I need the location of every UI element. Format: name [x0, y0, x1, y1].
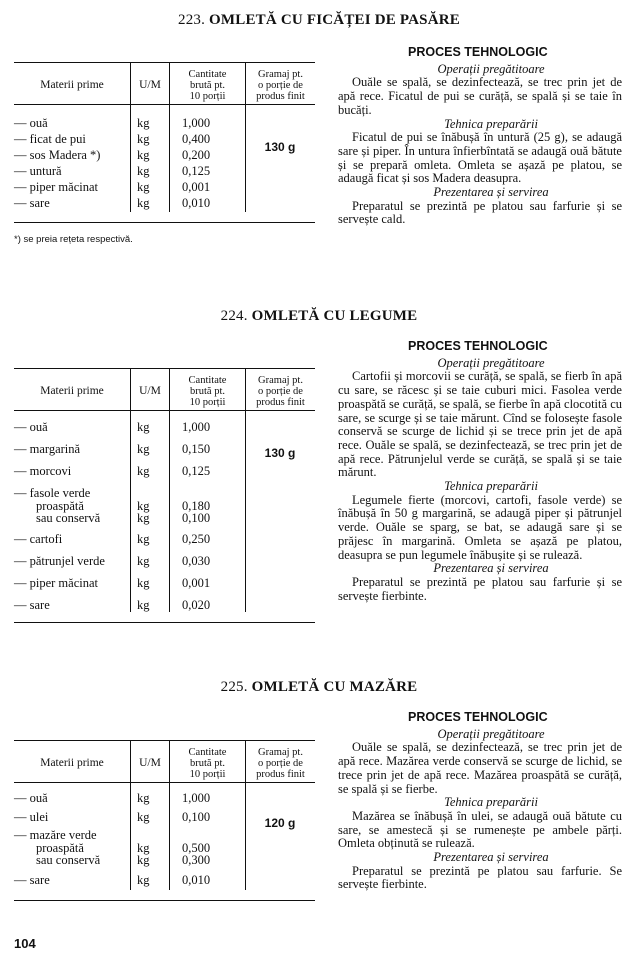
process-section	[338, 46, 622, 227]
process-heading: PROCES TEHNOLOGIC	[408, 710, 548, 724]
prep-operations-text: Cartofii și morcovii se curăță, se spală, se fierb în apă cu sare, se răcesc și se taie cuburi mici. Fasolea verde proaspătă se curăță, se spală, se fierbe în apă clocotită cu sare, se scurge și se taie mărunt. Cînd se folosește fasole conservă se scurge de lichid și se trece prin jet de apă rece. Ouăle se spală, se dezinfectează, se trec prin jet de apă rece. Pătrunjelul verde se curăță, se spală și se taie mărunt.	[338, 369, 622, 480]
prep-operations-heading: Operații pregătitoare	[437, 355, 545, 370]
footnote: *) se preia rețeta respectivă.	[14, 234, 133, 245]
portion-weight: 130 g	[264, 446, 296, 460]
header-um: U/M	[139, 385, 161, 397]
recipe-number: 223.	[178, 12, 206, 28]
process-section	[338, 711, 622, 892]
recipe-name: OMLETĂ CU LEGUME	[251, 308, 418, 324]
technique-text: Mazărea se înăbușă în ulei, se adaugă ouă bătute cu sare, se amestecă și se rumenește pe ambele părți. Omleta obținută se rulează.	[338, 808, 622, 851]
serving-text: Preparatul se prezintă pe platou sau farfurie și se servește fierbinte.	[338, 574, 622, 603]
recipe-title	[0, 308, 638, 325]
serving-text: Preparatul se prezintă pe platou sau farfurie. Se servește fierbinte.	[338, 863, 622, 892]
header-cantitate: Cantitate brută pt. 10 porții	[188, 375, 227, 408]
technique-text: Legumele fierte (morcovi, cartofi, fasole verde) se înăbușă în 50 g margarină, se adaugă piper și pătrunjel verde. Ouăle se sparg, se bat, se adaugă sare și se prăjesc în margarină. Omleta se așază pe platou, deasupra se pun legumele înăbușite și se rulează.	[338, 492, 622, 562]
serving-heading: Prezentarea și servirea	[433, 561, 549, 576]
prep-operations-heading: Operații pregătitoare	[437, 61, 545, 76]
portion-weight: 130 g	[264, 140, 296, 154]
ingredients-table: Materii prime U/M Cantitate brută pt. 10 porții Gramaj pt. o porție de produs finit — ouă kg 1,000 — ulei kg 0,100 — mazăre verde proaspătă kg 0,500 sau conservă kg 0,300 — sare kg 0,010 120 g	[14, 740, 315, 900]
ingredients-table: Materii prime U/M Cantitate brută pt. 10 porții Gramaj pt. o porție de produs finit — ouă kg 1,000 — ficat de pui kg 0,400 — sos Madera *) kg 0,200 — untură kg 0,125 — piper măcinat kg 0,001 — sare kg 0,010 130 g	[14, 62, 315, 222]
prep-operations-text: Ouăle se spală, se dezinfectează, se trec prin jet de apă rece. Ficatul de pui se curăță, se spală și se taie în bucăți.	[338, 75, 622, 117]
recipe-number: 225.	[220, 679, 248, 695]
technique-text: Ficatul de pui se înăbușă în untură (25 g), se adaugă sare și piper. În untura înfierbîntată se adaugă ouă bătute și se prepară omleta. Omleta se așază pe platou, se adaugă ficat și sos Madera deasupra.	[338, 130, 622, 186]
technique-heading: Tehnica preparării	[444, 116, 538, 131]
recipe-name: OMLETĂ CU MAZĂRE	[251, 679, 418, 695]
header-cantitate: Cantitate brută pt. 10 porții	[188, 747, 227, 780]
header-gramaj: Gramaj pt. o porție de produs finit	[256, 375, 305, 408]
header-gramaj: Gramaj pt. o porție de produs finit	[256, 747, 305, 780]
prep-operations-heading: Operații pregătitoare	[437, 726, 545, 741]
header-um: U/M	[139, 757, 161, 769]
process-heading: PROCES TEHNOLOGIC	[408, 339, 548, 353]
recipe-title	[0, 679, 638, 696]
header-materii: Materii prime	[40, 757, 104, 769]
header-cantitate: Cantitate brută pt. 10 porții	[188, 69, 227, 102]
header-gramaj: Gramaj pt. o porție de produs finit	[256, 69, 305, 102]
recipe-number: 224.	[220, 308, 248, 324]
process-section	[338, 340, 622, 603]
header-materii: Materii prime	[40, 79, 104, 91]
prep-operations-text: Ouăle se spală, se dezinfectează, se trec prin jet de apă rece. Mazărea verde conservă se scurge de lichid, se trece prin jet de apă rece. Mazărea proaspătă se curăță, se spală și se fierbe.	[338, 740, 622, 796]
recipe-name: OMLETĂ CU FICĂȚEI DE PASĂRE	[209, 12, 460, 28]
ingredients-table: Materii prime U/M Cantitate brută pt. 10 porții Gramaj pt. o porție de produs finit — ouă kg 1,000 — margarină kg 0,150 — morcovi kg 0,125 — fasole verde proaspătă kg 0,180 sau conservă kg 0,100 — cartofi kg 0,250 — pătrunjel verde kg 0,030 — piper măcinat kg 0,001 — sare kg 0,020 130 g	[14, 368, 315, 622]
serving-heading: Prezentarea și servirea	[433, 850, 549, 865]
process-heading: PROCES TEHNOLOGIC	[408, 45, 548, 59]
technique-heading: Tehnica preparării	[444, 479, 538, 494]
serving-text: Preparatul se prezintă pe platou sau farfurie și se servește cald.	[338, 198, 622, 227]
portion-weight: 120 g	[264, 816, 296, 830]
technique-heading: Tehnica preparării	[444, 795, 538, 810]
header-um: U/M	[139, 79, 161, 91]
page-number: 104	[14, 936, 36, 951]
serving-heading: Prezentarea și servirea	[433, 185, 549, 200]
recipe-title	[0, 12, 638, 29]
header-materii: Materii prime	[40, 385, 104, 397]
